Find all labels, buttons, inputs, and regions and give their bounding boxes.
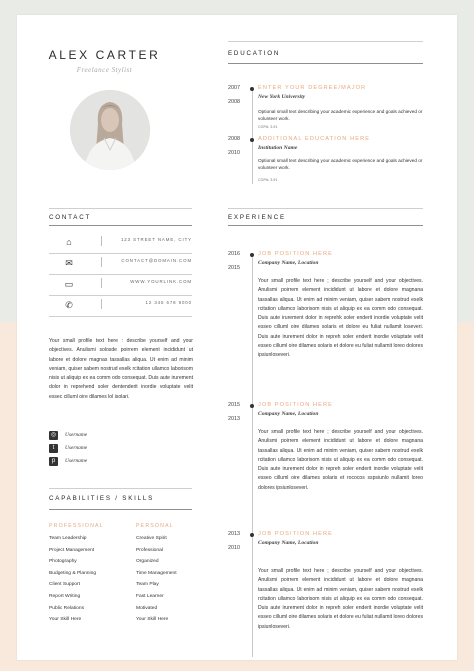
exp-year-end: 2010	[228, 545, 240, 551]
instagram-icon: ◎	[50, 432, 57, 438]
edu-degree-title: ENTER YOUR DEGREE/MAJOR	[258, 85, 367, 91]
contact-website[interactable]: WWW.YOURLINK.COM	[130, 279, 192, 284]
edu-year-end: 2008	[228, 99, 240, 105]
contact-email[interactable]: CONTACT@DOMAIN.COM	[121, 258, 192, 263]
edu-description: Optional small text describing your academic experience and goals achieved or volunteer work.	[258, 109, 423, 122]
exp-company: Company Name, Location	[258, 540, 319, 546]
exp-description: Your small profile text here ; describe yourself and your objectives. Anulismi poirrem element incididunt ut labore et dolore magnana tassallas aliqua. Ut enim ad minim veniam, quiser sabem nostrud exelk rcitation ullamco laborisom nisis ut aliquip ex ea comm odo consequat. Duis aute irurement dolor in repreh soler enderit inordie voluptate velit esseo cilluml oire dilames solaris et dolore eu fuliat nullamit loreo dolores ipsiunloseveri.	[258, 568, 423, 630]
education-top-divider	[228, 41, 423, 42]
social-username: Username	[65, 445, 88, 451]
twitter-icon: t	[49, 444, 58, 453]
skill-item: Time Management	[136, 570, 177, 576]
resume-sheet	[17, 15, 457, 660]
skills-bottom-divider	[49, 509, 192, 510]
exp-year-start: 2016	[228, 251, 240, 257]
professional-skills-list	[49, 533, 133, 626]
skill-item: Your Skill Here	[49, 617, 82, 623]
edu-description: Optional small text describing your academic experience and goals achieved or volunteer work.	[258, 158, 423, 171]
exp-job-title: JOB POSITION HERE	[258, 251, 333, 257]
exp-description: Your small profile text here ; describe yourself and your objectives. Anulismi poirrem element incididunt ut labore et dolore magnana tassallas aliqua. Ut enim ad minim veniam, quiser sabem nostrud exelk rcitation ullamco laborisom nisis ut aliquip ex ea comm odo consequat. Duis aute irurement dolor in repreh soler enderit inordie voluptate velit esseo cilluml oire dilames solaris et rococos sspsiunlo nullamit loreo dolores ipsiunloseveri.	[258, 429, 423, 491]
contact-website-row	[49, 274, 192, 294]
timeline-dot	[250, 253, 254, 257]
timeline-dot	[250, 404, 254, 408]
contact-separator	[101, 299, 102, 309]
exp-year-start: 2015	[228, 402, 240, 408]
mail-icon: ✉	[65, 258, 73, 268]
professional-skills-heading: PROFESSIONAL	[49, 523, 104, 529]
portrait-image	[70, 90, 150, 170]
skill-item: Team Play	[136, 582, 159, 588]
person-name: ALEX CARTER	[48, 48, 161, 62]
social-pinterest[interactable]	[49, 457, 149, 469]
skill-item: Organized	[136, 559, 159, 565]
skill-item: Fast Learner	[136, 593, 164, 599]
exp-description: Your small profile text here ; describe yourself and your objectives. Anulismi poirrem element incididunt ut labore et dolore magnana tassallas aliqua. Ut enim ad minim veniam, quiser sabem nostrud exelk rcitation ullamco laborisom nisis ut aliquip ex ea comm odo consequat. Duis aute irurement dolor in reprehk soler enderit inordie voluptate velit esseo cilluml oire dilames solaris et dolore eu fuliat nullamit loseveri. Duis aute irurement dolor in repreh soler enderit inordie voluptate velit esseo cilluml oire dilames solaris et dolore eu fuliat nullamit loreo dolores ipsiunloseveri.	[258, 278, 423, 359]
monitor-icon: ▭	[64, 279, 74, 289]
timeline-dot	[250, 87, 254, 91]
exp-job-title: JOB POSITION HERE	[258, 531, 333, 537]
social-instagram[interactable]	[49, 431, 149, 443]
person-subtitle: Freelance Stylist	[76, 66, 133, 74]
skill-item: Your Skill Here	[136, 617, 169, 623]
exp-company: Company Name, Location	[258, 260, 319, 266]
exp-job-title: JOB POSITION HERE	[258, 402, 333, 408]
skills-heading: CAPABILITIES / SKILLS	[49, 495, 155, 502]
contact-bottom-divider	[49, 225, 192, 226]
edu-year-start: 2008	[228, 136, 240, 142]
contact-address-row	[49, 232, 192, 252]
skill-item: Client Support	[49, 582, 80, 588]
contact-end-divider	[49, 316, 192, 317]
pinterest-icon: p	[49, 457, 58, 466]
experience-timeline-line	[252, 255, 253, 657]
contact-email-row	[49, 253, 192, 273]
skill-item: Photography	[49, 559, 77, 565]
education-bottom-divider	[228, 63, 423, 64]
contact-phone-row	[49, 295, 192, 315]
edu-gpa: CGPA: 3.91	[258, 178, 278, 182]
profile-summary: Your small profile text here : describe yourself and your objectives. Anulismi solosde poirrem element incididunt ut labore et dolore magnas tassallas aliqua. Ut enim ad minim veniam, quiser sabem nostrud exelk rcitation ullamco laborisom nisis ut aliquip ex ea comm odo consequat. Duis aute irurement dolor in reprehend soler dentenderit inordie voluptate velit essec cilluml oire dilames lol isolari.	[49, 338, 193, 400]
personal-skills-list	[136, 533, 196, 626]
contact-top-divider	[49, 208, 192, 209]
personal-skills-heading: PERSONAL	[136, 523, 174, 529]
experience-heading: EXPERIENCE	[228, 214, 286, 221]
exp-year-end: 2015	[228, 265, 240, 271]
skill-item: Public Relations	[49, 605, 85, 611]
exp-year-end: 2013	[228, 416, 240, 422]
education-heading: EDUCATION	[228, 50, 281, 57]
edu-gpa: CGPA: 3.91	[258, 125, 278, 129]
exp-year-start: 2013	[228, 531, 240, 537]
education-timeline-line	[252, 88, 253, 184]
experience-bottom-divider	[228, 225, 423, 226]
edu-degree-title: ADDITIONAL EDUCATION HERE	[258, 136, 371, 142]
contact-separator	[101, 236, 102, 246]
skill-item: Motivated	[136, 605, 158, 611]
experience-top-divider	[228, 208, 423, 209]
contact-heading: CONTACT	[49, 214, 92, 221]
contact-separator	[101, 257, 102, 267]
profile-photo	[70, 90, 150, 170]
skills-top-divider	[49, 488, 192, 489]
contact-separator	[101, 278, 102, 288]
home-icon: ⌂	[66, 237, 72, 247]
edu-school: Institution Name	[258, 145, 298, 151]
phone-icon: ✆	[65, 300, 73, 310]
social-username: Username	[65, 458, 88, 464]
edu-year-end: 2010	[228, 150, 240, 156]
timeline-dot	[250, 533, 254, 537]
skill-item: Creative Spirit	[136, 536, 167, 541]
skill-item: Budgeting & Planning	[49, 570, 97, 576]
skill-item: Team Leadership	[49, 536, 87, 541]
social-twitter[interactable]	[49, 444, 149, 456]
social-username: Username	[65, 432, 88, 438]
skill-item: Report Writing	[49, 593, 81, 599]
timeline-dot	[250, 138, 254, 142]
contact-phone[interactable]: 12 345 678 9000	[145, 300, 192, 305]
edu-year-start: 2007	[228, 85, 240, 91]
skill-item: Professional	[136, 547, 163, 553]
exp-company: Company Name, Location	[258, 411, 319, 417]
contact-address[interactable]: 123 STREET NAME, CITY	[120, 237, 192, 242]
edu-school: New York University	[258, 94, 306, 100]
skill-item: Project Management	[49, 547, 95, 553]
